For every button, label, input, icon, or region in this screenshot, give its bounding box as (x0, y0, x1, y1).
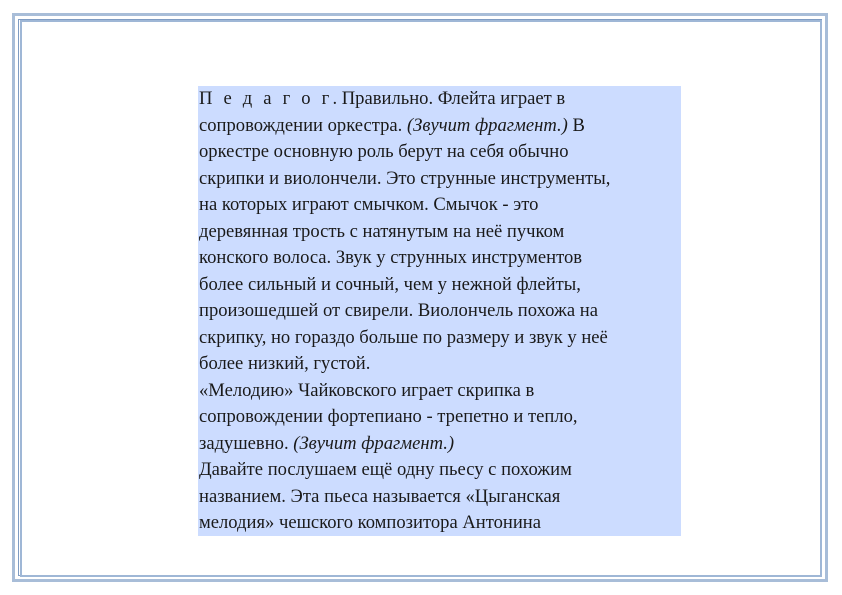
body-text: В (567, 114, 585, 136)
body-text: . Правильно. Флейта играет в (332, 88, 566, 109)
text-line (199, 272, 681, 299)
text-line (199, 219, 681, 246)
text-line (199, 298, 681, 325)
speaker-label: П е д а г о г (199, 88, 333, 109)
text-line (199, 86, 681, 113)
body-text: более низкий, густой. (199, 353, 371, 374)
text-line (199, 139, 681, 166)
body-text: задушевно. (199, 432, 294, 454)
body-text: на которых играют смычком. Смычок - это (199, 194, 539, 215)
text-line (199, 378, 681, 405)
body-text: оркестре основную роль берут на себя обычно (199, 141, 569, 162)
body-text: более сильный и сочный, чем у нежной флейты, (199, 273, 581, 295)
text-line (199, 484, 681, 511)
body-text: конского волоса. Звук у струнных инструментов (199, 247, 583, 268)
body-text: сопровождении фортепиано - трепетно и тепло, (199, 406, 578, 427)
body-text: сопровождении оркестра. (199, 114, 407, 136)
body-text: произошедшей от свирели. Виолончель похожа на (199, 300, 598, 321)
body-text: мелодия» чешского композитора Антонина (199, 512, 542, 533)
text-line (199, 404, 681, 431)
body-text: названием. Эта пьеса называется «Цыганская (199, 485, 561, 507)
text-line (199, 325, 681, 352)
text-line (199, 351, 681, 378)
body-text: скрипки и виолончели. Это струнные инструменты, (199, 167, 611, 189)
text-line (199, 113, 681, 140)
text-line (199, 431, 681, 458)
text-line (199, 192, 681, 219)
text-line (199, 245, 681, 272)
body-text: Давайте послушаем ещё одну пьесу с похожим (199, 459, 572, 480)
text-line (199, 166, 681, 193)
body-text: «Мелодию» Чайковского играет скрипка в (199, 379, 535, 401)
body-text: деревянная трость с натянутым на неё пучком (199, 220, 565, 242)
stage-direction-text: (Звучит фрагмент.) (293, 432, 455, 454)
body-text: скрипку, но гораздо больше по размеру и звук у неё (199, 326, 608, 348)
stage-direction-text: (Звучит фрагмент.) (406, 114, 568, 136)
slide-text-block (198, 86, 681, 536)
text-line (199, 457, 681, 484)
text-line (199, 510, 681, 536)
